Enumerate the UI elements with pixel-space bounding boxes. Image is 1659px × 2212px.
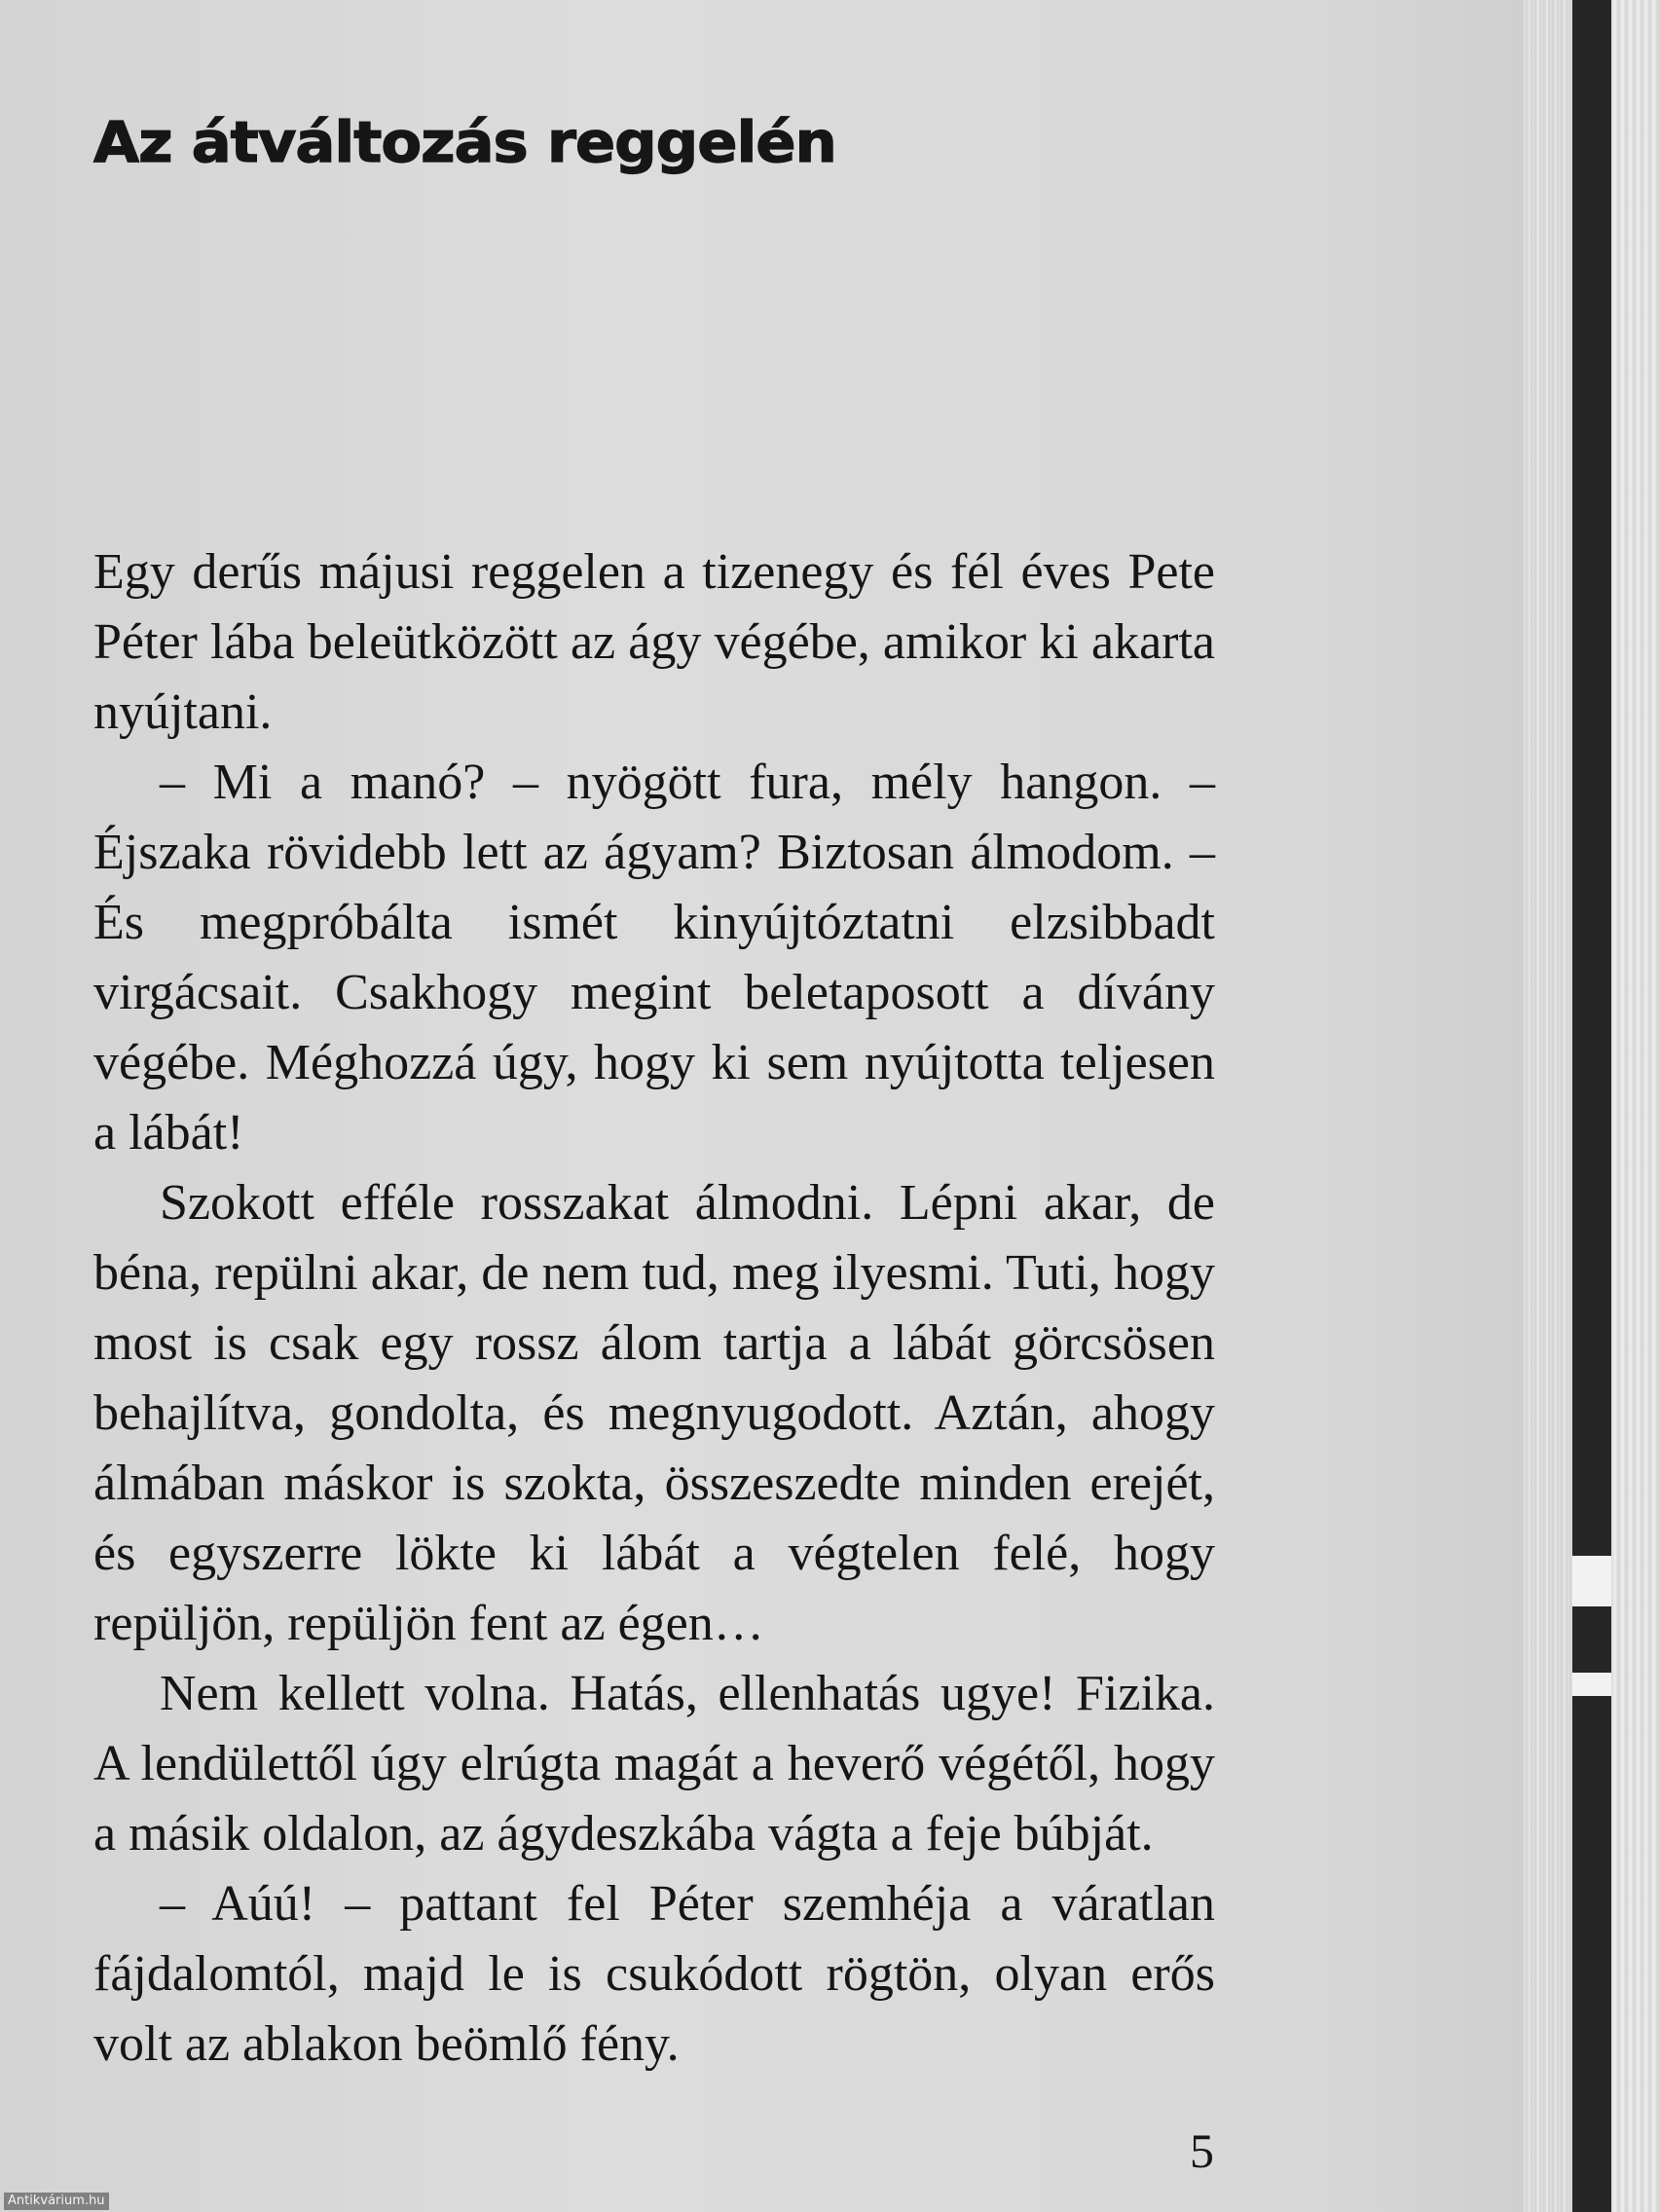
paragraph-1: Egy derűs májusi reggelen a tizenegy és fél éves Pete Péter lába beleütközött az ágy végébe, amikor ki akarta nyújtani. [93,544,1215,740]
cover-stripe [1572,1673,1611,1696]
page-stack-edge [1524,0,1572,2212]
watermark: Antikvárium.hu [4,2193,109,2210]
paragraph-2: – Mi a manó? – nyögött fura, mély hangon. – Éjszaka rövidebb lett az ágyam? Biztosan álmodom. – És megpróbálta ismét kinyújtóztatni elzsibbadt virgácsait. Csakhogy megint beletaposott a dívány végébe. Méghozzá úgy, hogy ki sem nyújtotta teljesen a lábát! [93,755,1215,1161]
chapter-title: Az átváltozás reggelén [93,109,836,175]
paragraph-4: Nem kellett volna. Hatás, ellenhatás ugye! Fizika. A lendülettől úgy elrúgta magát a heverő végétől, hogy a másik oldalon, az ágydeszkába vágta a feje búbját. [93,1666,1215,1862]
book-cover-edge [1572,0,1611,2212]
paragraph-3: Szokott efféle rosszakat álmodni. Lépni akar, de béna, repülni akar, de nem tud, meg ilyesmi. Tuti, hogy most is csak egy rossz álom tartja a lábát görcsösen behajlítva, gondolta, és megnyugodott. Aztán, ahogy álmában máskor is szokta, összeszedte minden erejét, és egyszerre lökte ki lábát a végtelen felé, hogy repüljön, repüljön fent az égen… [93,1175,1215,1651]
background-surface [1611,0,1659,2212]
body-text [93,537,1215,2080]
cover-stripe [1572,1556,1611,1606]
page-number: 5 [1190,2123,1214,2178]
paragraph-5: – Aúú! – pattant fel Péter szemhéja a váratlan fájdalomtól, majd le is csukódott rögtön, olyan erős volt az ablakon beömlő fény. [93,1876,1215,2072]
